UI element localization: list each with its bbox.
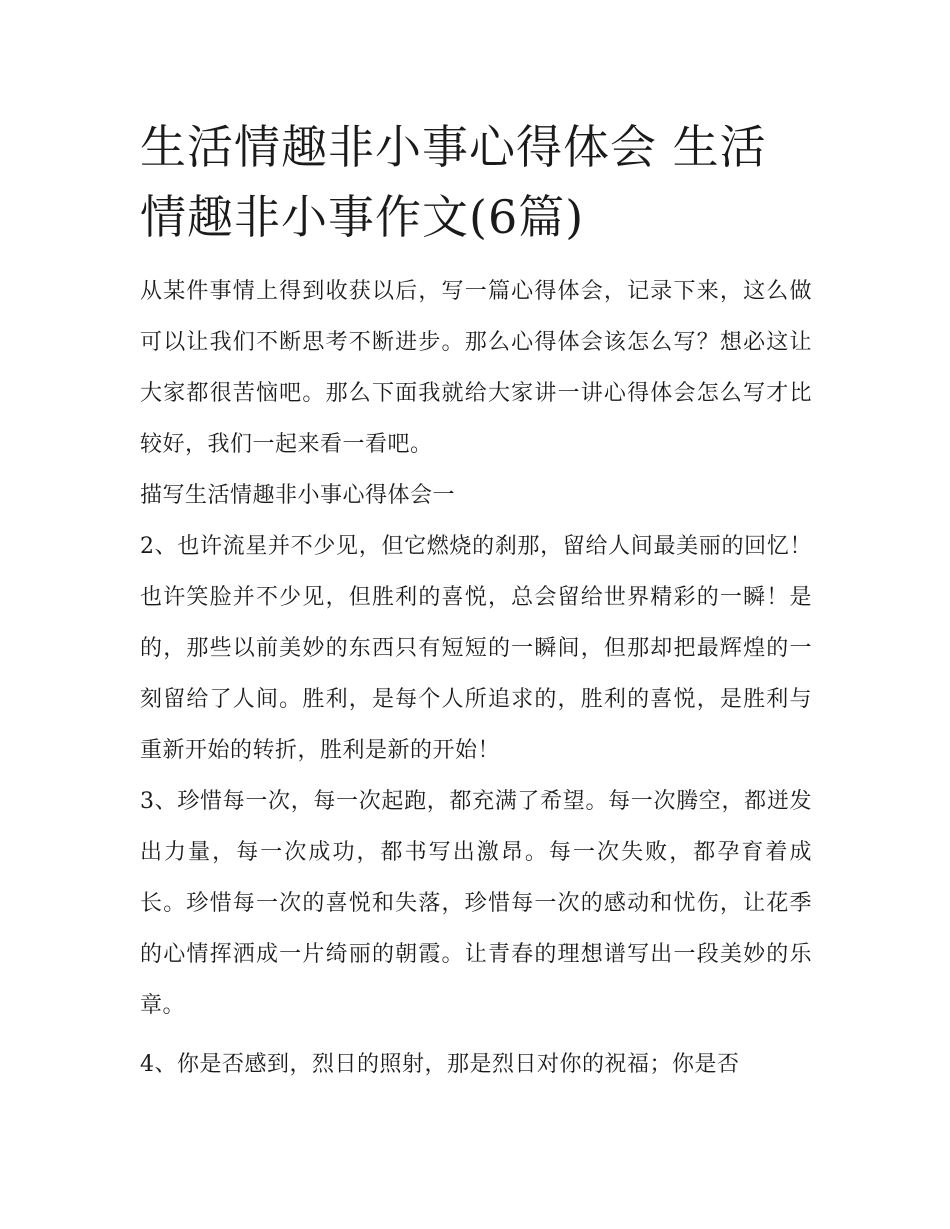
paragraph-2: 2、也许流星并不少见，但它燃烧的刹那，留给人间最美丽的回忆！也许笑脸并不少见，但胜利的喜悦，总会留给世界精彩的一瞬！是的，那些以前美妙的东西只有短短的一瞬间，但那却把最辉煌的一刻留给了人间。胜利，是每个人所追求的，胜利的喜悦，是胜利与重新开始的转折，胜利是新的开始！ bbox=[140, 534, 812, 763]
paragraph-4: 4、你是否感到，烈日的照射，那是烈日对你的祝福；你是否 bbox=[140, 1052, 740, 1077]
document-page bbox=[140, 112, 812, 1090]
document-title: 生活情趣非小事心得体会 生活情趣非小事作文(6篇) bbox=[140, 120, 767, 244]
section-heading: 描写生活情趣非小事心得体会一 bbox=[140, 483, 456, 508]
paragraph-3: 3、珍惜每一次，每一次起跑，都充满了希望。每一次腾空，都迸发出力量，每一次成功，都书写出激昂。每一次失败，都孕育着成长。珍惜每一次的喜悦和失落，珍惜每一次的感动和忧伤，让花季的心情挥洒成一片绮丽的朝霞。让青春的理想谱写出一段美妙的乐章。 bbox=[140, 789, 812, 1018]
intro-paragraph: 从某件事情上得到收获以后，写一篇心得体会，记录下来，这么做可以让我们不断思考不断进步。那么心得体会该怎么写？想必这让大家都很苦恼吧。那么下面我就给大家讲一讲心得体会怎么写才比较好，我们一起来看一看吧。 bbox=[140, 279, 812, 457]
